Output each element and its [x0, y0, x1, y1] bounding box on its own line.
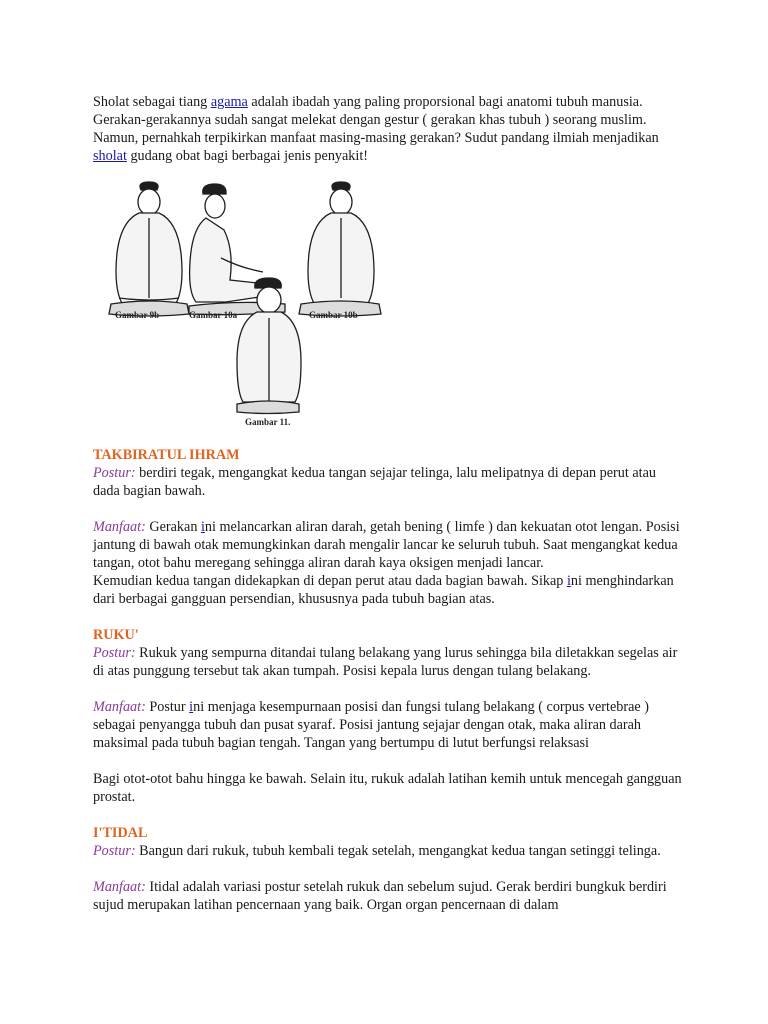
- postur-label: Postur:: [93, 843, 136, 859]
- takbir-postur-text: berdiri tegak, mengangkat kedua tangan sejajar telinga, lalu melipatnya di depan perut atau dada bagian bawah.: [93, 465, 656, 499]
- ruku-manfaat-text-2: ni menjaga kesempurnaan posisi dan fungsi tulang belakang ( corpus vertebrae ) sebagai penyangga tubuh dan pusat syaraf. Posisi jantung sejajar dengan otak, maka aliran darah maksimal pada tubuh bagian tengah. Tangan yang bertumpu di lutut berfungsi relaksasi: [93, 699, 649, 751]
- sholat-link[interactable]: sholat: [93, 148, 127, 164]
- agama-link[interactable]: agama: [210, 94, 248, 110]
- ruku-postur-text: Rukuk yang sempurna ditandai tulang belakang yang lurus sehingga bila diletakkan segelas air di atas punggung tersebut tak akan tumpah. Posisi kepala lurus dengan tulang belakang.: [93, 645, 678, 679]
- caption-10b: Gambar 10b: [309, 310, 358, 320]
- article-body: [93, 446, 683, 914]
- caption-11: Gambar 11.: [245, 417, 291, 427]
- intro-text-3: gudang obat bagi berbagai jenis penyakit!: [126, 148, 369, 164]
- itidal-postur-text: Bangun dari rukuk, tubuh kembali tegak setelah, mengangkat kedua tangan setinggi telinga.: [135, 843, 661, 859]
- prayer-illustration: [93, 178, 385, 430]
- intro-text-1: Sholat sebagai tiang: [93, 94, 211, 110]
- manfaat-label: Manfaat:: [93, 519, 146, 535]
- takbir-postur: [93, 464, 683, 500]
- itidal-postur: [93, 842, 683, 860]
- manfaat-label: Manfaat:: [93, 879, 146, 895]
- section-title-takbir: TAKBIRATUL IHRAM: [93, 447, 240, 463]
- itidal-manfaat: [93, 878, 683, 914]
- takbir-manfaat: [93, 518, 683, 572]
- intro-text-2: adalah ibadah yang paling proporsional bagi anatomi tubuh manusia. Gerakan-gerakannya sudah sangat melekat dengan gestur ( gerakan khas tubuh ) seorang muslim. Namun, pernahkah terpikirkan manfaat masing-masing gerakan? Sudut pandang ilmiah menjadikan: [93, 94, 659, 146]
- ruku-manfaat-text-1: Postur: [145, 699, 190, 715]
- takbir-manfaat-text-2: ni melancarkan aliran darah, getah bening ( limfe ) dan kekuatan otot lengan. Posisi jantung di bawah otak memungkinkan darah mengalir lancar ke seluruh tubuh. Saat mengangkat kedua tangan, otot bahu meregang sehingga aliran darah kaya oksigen menjadi lancar.: [93, 519, 680, 571]
- ruku-paragraph-2: Bagi otot-otot bahu hingga ke bawah. Selain itu, rukuk adalah latihan kemih untuk mencegah gangguan prostat.: [93, 771, 682, 805]
- itidal-manfaat-text: Itidal adalah variasi postur setelah rukuk dan sebelum sujud. Gerak berdiri bungkuk berdiri sujud merupakan latihan pencernaan yang baik. Organ organ pencernaan di dalam: [93, 879, 667, 913]
- section-title-itidal: I'TIDAL: [93, 825, 148, 841]
- takbir-manfaat-continued: [93, 572, 683, 608]
- section-title-ruku: RUKU': [93, 627, 139, 643]
- ruku-postur: [93, 644, 683, 680]
- manfaat-label: Manfaat:: [93, 699, 146, 715]
- ruku-manfaat: [93, 698, 683, 752]
- ini-link[interactable]: i: [566, 573, 571, 589]
- postur-label: Postur:: [93, 645, 136, 661]
- caption-9b: Gambar 9b: [115, 310, 160, 320]
- intro-paragraph: [93, 93, 683, 165]
- takbir-manfaat-text-4: ni menghindarkan dari berbagai gangguan persendian, khususnya pada tubuh bagian atas.: [93, 573, 674, 607]
- ini-link[interactable]: i: [200, 519, 205, 535]
- takbir-manfaat-text-1: Gerakan: [145, 519, 201, 535]
- ini-link[interactable]: i: [189, 699, 194, 715]
- caption-10a: Gambar 10a: [189, 310, 238, 320]
- postur-label: Postur:: [93, 465, 136, 481]
- takbir-manfaat-text-3: Kemudian kedua tangan didekapkan di depan perut atau dada bagian bawah. Sikap: [93, 573, 567, 589]
